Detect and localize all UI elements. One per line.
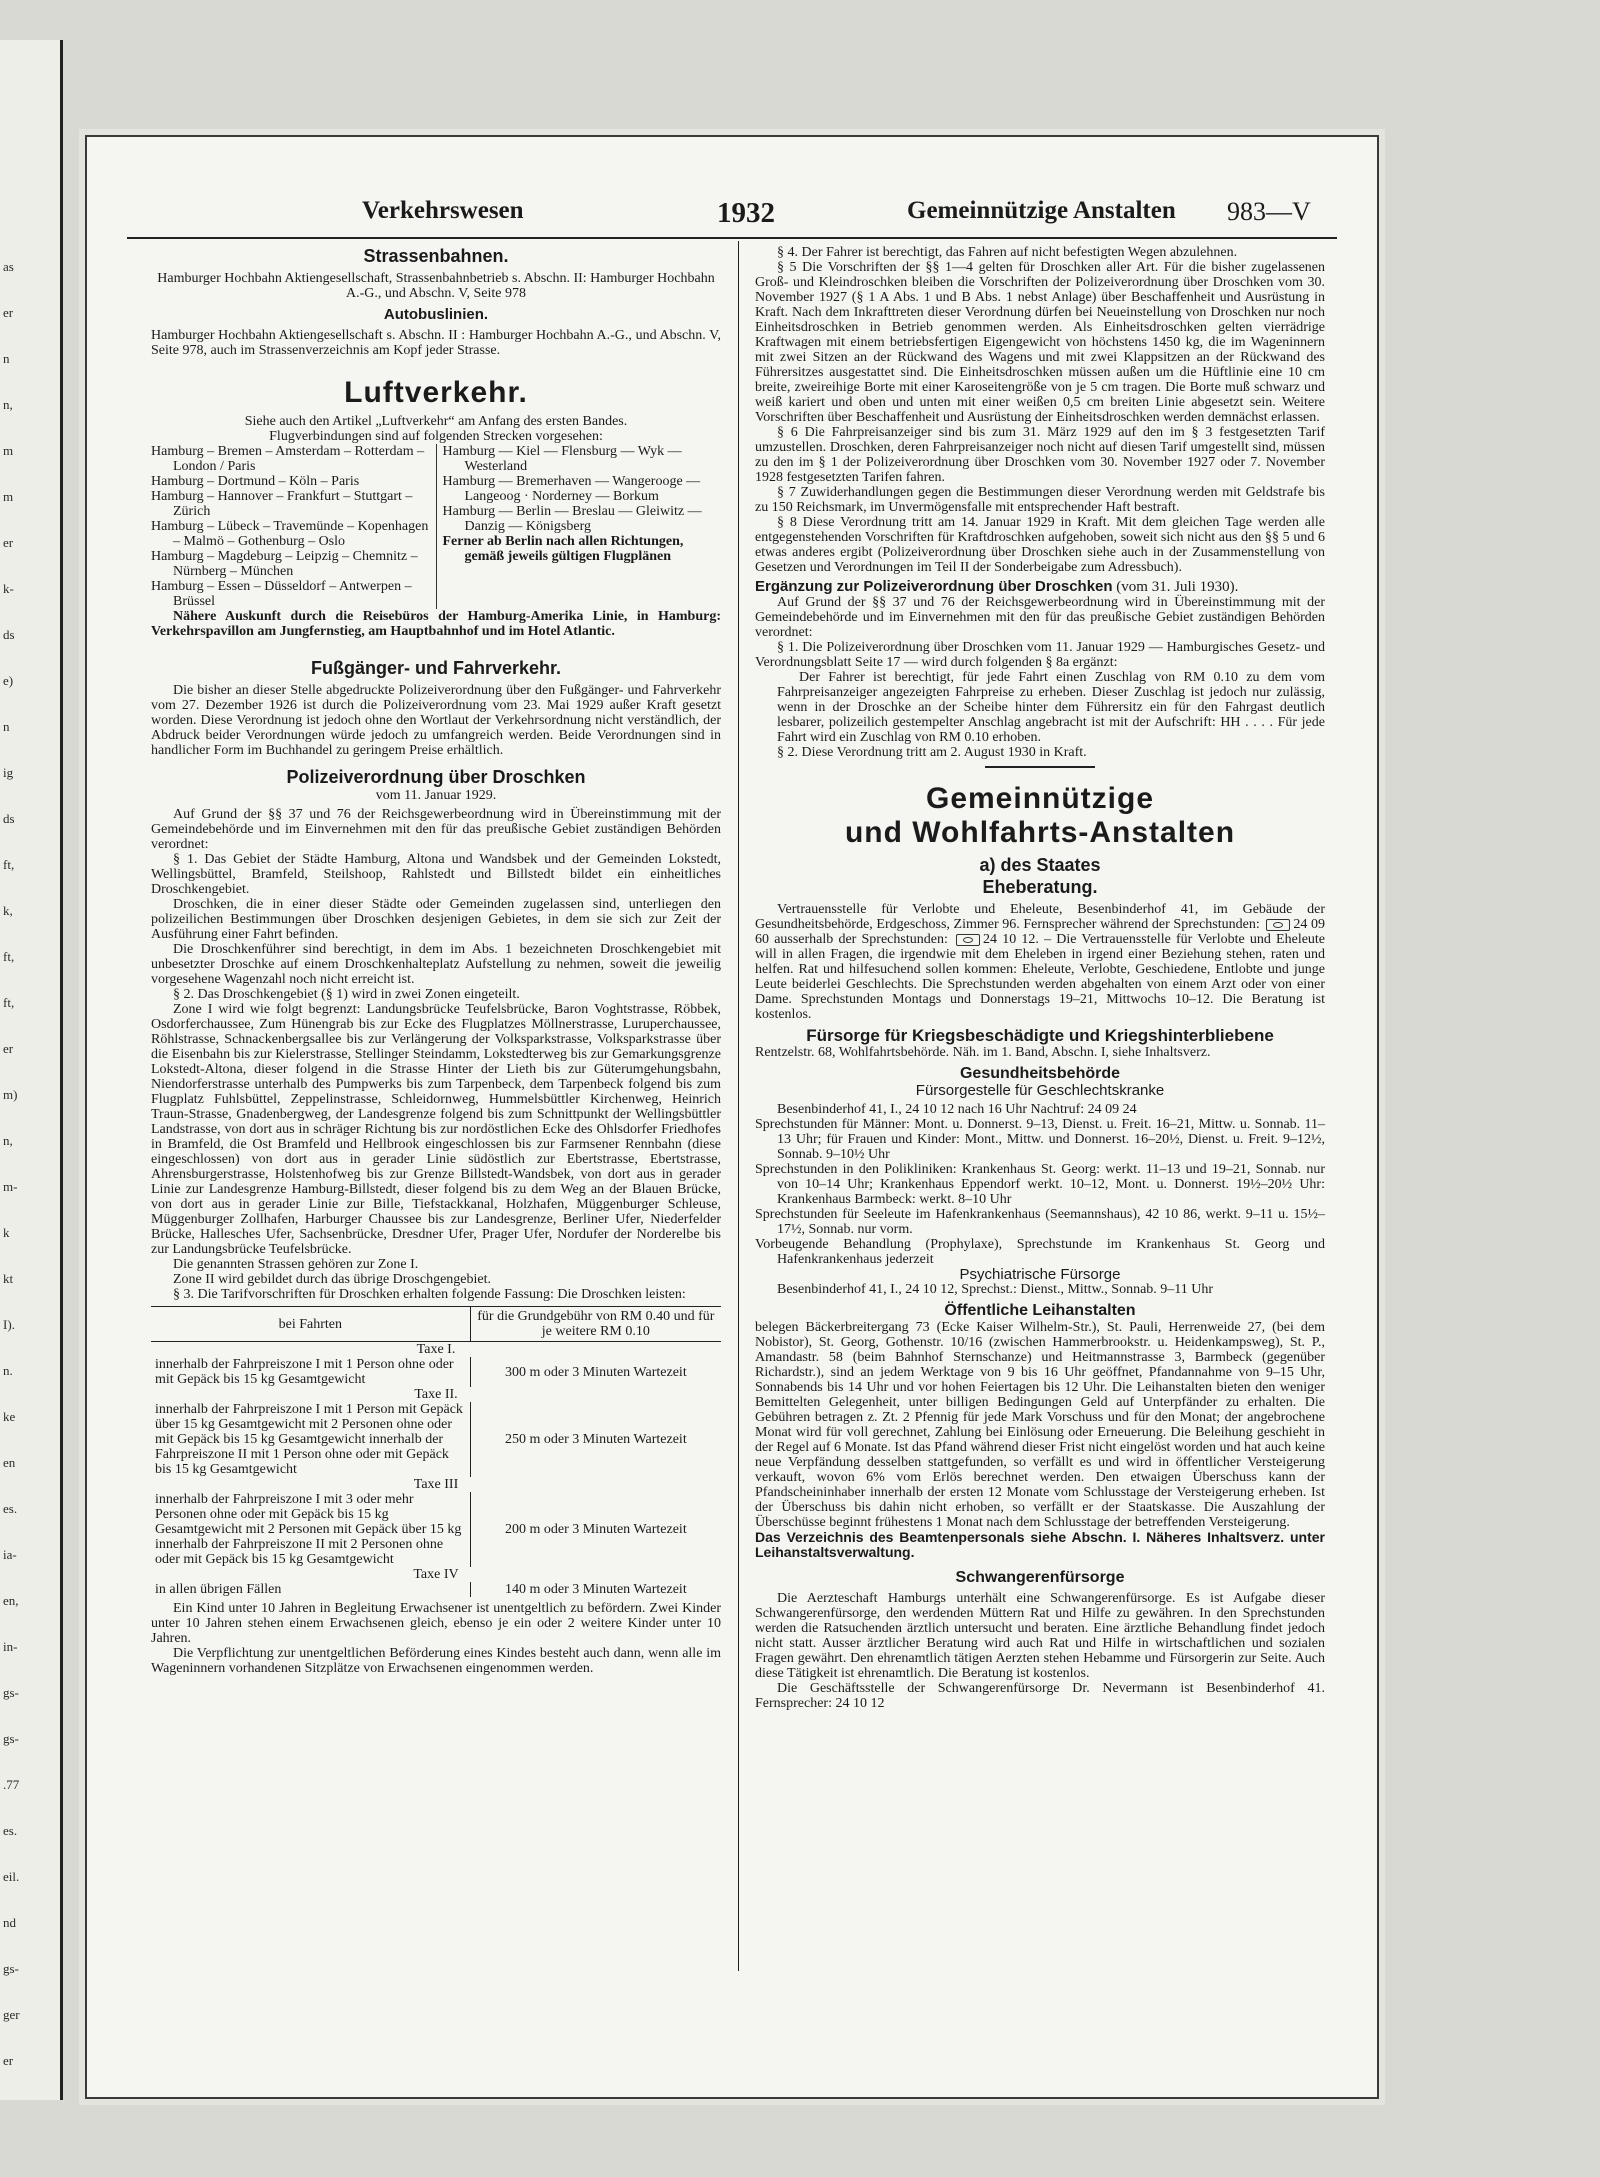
gemeinnuetzige-heading-2: und Wohlfahrts-Anstalten bbox=[844, 816, 1236, 849]
margin-fragment: k bbox=[3, 1225, 10, 1240]
paragraph-1: § 1. Das Gebiet der Städte Hamburg, Altona und Wandsbek und der Gemeinden Lokstedt, Wellingsbüttel, Bramfeld, Steilshoop, Rahlstedt und Billstedt bildet ein einheitliches Droschkengebiet. bbox=[151, 852, 721, 897]
paragraph-3: § 3. Die Tarifvorschriften für Droschken erhalten folgende Fassung: Die Droschken leisten: bbox=[173, 1287, 686, 1302]
autobus-text: Hamburger Hochbahn Aktiengesellschaft s. Abschn. II : Hamburger Hochbahn A.-G., und Abschn. V, Seite 978, auch im Strassenverzeichnis am Kopf jeder Strasse. bbox=[151, 328, 721, 358]
tariff-row-condition: innerhalb der Fahrpreiszone I mit 3 oder mehr Personen ohne oder mit Gepäck bis 15 kg Gesamtgewicht mit 2 Personen mit Gepäck über 15 kg innerhalb der Fahrpreiszone II mit 2 Personen ohne oder mit Gepäck bis 15 kg Gesamtgewicht bbox=[151, 1492, 470, 1567]
fussgaenger-text: Die bisher an dieser Stelle abgedruckte Polizeiverordnung über den Fußgänger- und Fahrverkehr vom 27. Dezember 1926 ist durch die Polizeiverordnung vom 23. Mai 1929 außer Kraft gesetzt worden. Diese Verordnung ist jedoch ohne den Wortlaut der Verkehrsordnung nicht verständlich, der Abdruck beider Verordnungen würde jedoch zu umfangreich werden. Beide Verordnungen sind in handlicher Form im Buchhandel zu geringem Preise erhältlich. bbox=[151, 683, 721, 758]
margin-fragment: ft, bbox=[3, 857, 15, 872]
tariff-header-gebuehr: für die Grundgebühr von RM 0.40 und für je weitere RM 0.10 bbox=[470, 1307, 721, 1342]
section-rule bbox=[985, 766, 1095, 768]
paragraph-1c: Die Droschkenführer sind berechtigt, in dem im Abs. 1 bezeichneten Droschkengebiet mit unbesetzter Droschke auf einem Droschkenhalteplatz Aufstellung zu nehmen, soweit die jeweilig vorgesehene Wagenzahl noch nicht erreicht ist. bbox=[151, 942, 721, 987]
ergaenzung-paragraph-2: § 2. Diese Verordnung tritt am 2. August 1930 in Kraft. bbox=[777, 745, 1087, 760]
tariff-table bbox=[151, 1306, 721, 1597]
margin-fragment: .77 bbox=[3, 1777, 20, 1792]
margin-fragment: ia- bbox=[3, 1547, 17, 1562]
margin-fragment: er bbox=[3, 2053, 14, 2068]
margin-fragment: gs- bbox=[3, 1731, 19, 1746]
taxe-label: Taxe IV bbox=[413, 1567, 459, 1582]
tariff-row-condition: innerhalb der Fahrpreiszone I mit 1 Person ohne oder mit Gepäck bis 15 kg Gesamtgewicht bbox=[151, 1357, 470, 1387]
margin-fragment: k, bbox=[3, 903, 13, 918]
taxe-label: Taxe I. bbox=[416, 1342, 456, 1357]
flight-routes-right bbox=[437, 444, 722, 609]
route-item: Hamburg – Bremen – Amsterdam – Rotterdam – London / Paris bbox=[151, 444, 425, 474]
telephone-icon bbox=[1266, 919, 1290, 931]
paragraph-2-zone-2: Zone II wird gebildet durch das übrige Droschgengebiet. bbox=[173, 1272, 492, 1287]
eheberatung-text-3: – Die Vertrauensstelle für Verlobte und Eheleute will in allen Fragen, die irgendwie mit dem Eheleben in irgend einer Beziehung stehen, raten und helfen. Rat und hilfesuchend sollen kommen: Eheleute, Verlobte, Geschiedene, Entlobte und junge Leute beiderlei Geschlechts. Die Sprechstunden werden abgehalten von einem Arzt oder von einer Dame. Sprechstunden Montags und Donnerstags 19–21, Mittwochs 10–12. Die Beratung ist kostenlos. bbox=[755, 932, 1326, 1022]
route-item: Hamburg – Lübeck – Travemünde – Kopenhagen – Malmö – Gothenburg – Oslo bbox=[151, 519, 429, 549]
schwangerenfuersorge-heading: Schwangerenfürsorge bbox=[955, 1569, 1125, 1586]
eheberatung-phone-1: 24 09 60 bbox=[755, 917, 1326, 947]
tariff-row-value: 300 m oder 3 Minuten Wartezeit bbox=[504, 1364, 687, 1380]
running-header bbox=[87, 197, 1377, 231]
margin-fragment: gs- bbox=[3, 1685, 19, 1700]
margin-fragment: er bbox=[3, 535, 14, 550]
telephone-icon bbox=[956, 934, 980, 946]
margin-fragment: ft, bbox=[3, 949, 15, 964]
geschlechtskranke-address: Besenbinderhof 41, I., 24 10 12 nach 16 Uhr Nachtruf: 24 09 24 bbox=[777, 1102, 1137, 1117]
route-item: Hamburg — Bremerhaven — Wangerooge — Langeoog · Norderney — Borkum bbox=[442, 474, 701, 504]
route-item: Hamburg – Essen – Düsseldorf – Antwerpen – Brüssel bbox=[151, 579, 412, 609]
luftverkehr-heading: Luftverkehr. bbox=[344, 376, 528, 409]
luftverkehr-intro-2: Flugverbindungen sind auf folgenden Strecken vorgesehen: bbox=[269, 429, 603, 444]
margin-fragment: as bbox=[3, 259, 14, 274]
ergaenzung-paragraph-1b: Der Fahrer ist berechtigt, für jede Fahrt einen Zuschlag von RM 0.10 zu dem vom Fahrpreisanzeiger angezeigten Fahrpreise zu erheben. Dieser Zuschlag ist jedoch nur zulässig, wenn in der Droschke an der Scheibe hinter dem Führersitz ein für den Fahrgast deutlich lesbarer, polizeilich gestempelter Anschlag angebracht ist mit der Aufschrift: HH . . . . Für jede Fahrt wird ein Zuschlag von RM 0.10 erhoben. bbox=[777, 670, 1325, 745]
margin-fragment: en, bbox=[3, 1593, 19, 1608]
fussgaenger-heading: Fußgänger- und Fahrverkehr. bbox=[310, 658, 562, 678]
margin-fragment: gs- bbox=[3, 1961, 19, 1976]
margin-fragment: er bbox=[3, 305, 14, 320]
strassenbahnen-text: Hamburger Hochbahn Aktiengesellschaft, Strassenbahnbetrieb s. Abschn. II: Hamburger Hochbahn A.-G., und Abschn. V, Seite 978 bbox=[157, 271, 715, 301]
kriegsbeschaedigte-heading: Fürsorge für Kriegsbeschädigte und Kriegshinterbliebene bbox=[806, 1026, 1274, 1045]
polizeiverordnung-heading: Polizeiverordnung über Droschken bbox=[286, 767, 586, 787]
left-column bbox=[151, 245, 721, 1676]
ergaenzung-paragraph-1: § 1. Die Polizeiverordnung über Droschken vom 11. Januar 1929 — Hamburgisches Gesetz- und Verordnungsblatt Seite 17 — wird durch folgenden § 8a ergänzt: bbox=[755, 640, 1325, 670]
paragraph-5: § 5 Die Vorschriften der §§ 1—4 gelten für Droschken aller Art. Für die bisher zugelassenen Groß- und Kleindroschken bleiben die Vorschriften der Polizeiverordnung über Droschken vom 30. November 1927 (§ 1 A Abs. 1 und B Abs. 1 nebst Anlage) über Beschaffenheit und Ausrüstung in Kraft. Nach dem Inkrafttreten dieser Verordnung dürfen bei Neueinstellung von Droschken nur noch Einheitsdroschken in Betrieb genommen werden. Als Einheitsdroschken gelten vierrädrige Kraftwagen mit einem betriebsfertigen Eigengewicht von höchstens 1450 kg, die im Wageninnern mit zwei Sitzen an der Rückwand des Wagens und mit zwei Klappsitzen an der Rückwand des Führersitzes ausgestattet sind. Die Einheitsdroschken müssen außen um die Hüftlinie eine 10 cm breite, zweireihige Borte mit einer Karoseitengröße von je 5 cm tragen. Die Borte muß schwarz und weiß kariert und oben und unten mit einer weißen 0,5 cm breiten Linie abgesetzt sein. Weitere Vorschriften über Beschaffenheit und Ausrüstung der Einheitsdroschken werden demnächst erlassen. bbox=[755, 260, 1325, 425]
margin-fragment: ig bbox=[3, 765, 14, 780]
margin-fragment: k- bbox=[3, 581, 14, 596]
gesundheitsbehoerde-heading: Gesundheitsbehörde bbox=[959, 1065, 1121, 1082]
margin-fragment: m- bbox=[3, 1179, 18, 1194]
tariff-row-value: 140 m oder 3 Minuten Wartezeit bbox=[504, 1582, 687, 1597]
luftverkehr-intro-1: Siehe auch den Artikel „Luftverkehr“ am Anfang des ersten Bandes. bbox=[244, 414, 628, 429]
margin-fragment: n, bbox=[3, 397, 13, 412]
margin-fragment: m bbox=[3, 443, 14, 458]
header-year: 1932 bbox=[717, 197, 775, 229]
tariff-row-condition: innerhalb der Fahrpreiszone I mit 1 Person mit Gepäck über 15 kg Gesamtgewicht mit 2 Personen ohne oder mit Gepäck bis 15 kg Gesamtgewicht innerhalb der Fahrpreiszone II mit 1 Person ohne oder mit Gepäck bis 15 kg Gesamtgewicht bbox=[151, 1402, 470, 1477]
tariff-row-value: 200 m oder 3 Minuten Wartezeit bbox=[504, 1522, 687, 1537]
geschlechtskranke-heading: Fürsorgestelle für Geschlechtskranke bbox=[915, 1082, 1165, 1099]
margin-fragment: n, bbox=[3, 1133, 13, 1148]
route-item: Hamburg – Dortmund – Köln – Paris bbox=[151, 474, 360, 489]
eheberatung-heading: Eheberatung. bbox=[982, 877, 1098, 897]
paragraph-8: § 8 Diese Verordnung tritt am 14. Januar 1929 in Kraft. Mit dem gleichen Tage werden alle entgegenstehenden Vorschriften für Kraftdroschken aufgehoben, soweit sich nicht aus den §§ 5 und 6 etwas anderes ergibt (Polizeiverordnung über Droschken siehe auch in der Zusammenstellung von Gesetzen und Verordnungen im Teil II der Sonderbeigabe zum Adressbuch). bbox=[755, 515, 1325, 575]
paragraph-2-zone-1: Zone I wird wie folgt begrenzt: Landungsbrücke Teufelsbrücke, Baron Voghtstrasse, Röbbek, Osdorferchaussee, Zum Hünengrab bis zur Ecke des Flugplatzes Möllnerstrasse, Luruperchaussee, Röhlstrasse, Schnackenbergsallee bis zur Verlängerung der Volksparkstrasse, Volksparkstrasse über die Eisenbahn bis zur Kielerstrasse, Stellinger Steindamm, Lokstedterweg bis zur Gemarkungsgrenze Lokstedt-Altona, dieser folgend in die Strasse Hinter der Lieth bis zur Güterumgehungsbahn, Niendorferstrasse unterhalb des Pumpwerks bis zum Tarpenbeck, dem Tarpenbeck folgend bis zum Flugplatz Fuhlsbüttel, Zeppelinstrasse, Schleidornweg, Hummelsbüttler Kirchenweg, Heinrich Traun-Strasse, Gnadenbergweg, der Landesgrenze folgend bis zum Schnittpunkt der Wellingsbüttler Landstrasse, von dort aus in schräger Richtung bis zur nordöstlichen Ecke des Ohlsdorfer Friedhofes in Bramfeld, die Ost Bramfeld und Hellbrook eingeschlossen bis zur Farmsener Rennbahn (diese eingeschlossen) von dort aus in gerader Linie südöstlich zur Ebertstrasse, Ebertstrasse, Ahrensburgerstrasse, Holstenhofweg bis zur Grenze Billstedt-Wandsbek, von dort aus in gerader Linie zur Landesgrenze Hamburg-Billstedt, dieser folgend bis zu dem Weg an der Blauen Brücke, von dort aus in gerader Linie zur Bille, Tiefstackkanal, Holzhafen, Müggenburger Schleuse, Müggenburger Zollhafen, Harburger Chaussee bis zur Landesgrenze, Berliner Ufer, Niederfelder Brücke, Hallesches Ufer, Sachsenbrücke, Dresdner Ufer, Prager Ufer, Nordufer der Norderelbe bis zur Landungsbrücke Teufelsbrücke. bbox=[151, 1002, 721, 1257]
margin-fragment: e) bbox=[3, 673, 14, 688]
paragraph-2-zone-1b: Die genannten Strassen gehören zur Zone I. bbox=[173, 1257, 419, 1272]
luftverkehr-auskunft: Nähere Auskunft durch die Reisebüros der Hamburg-Amerika Linie, in Hamburg: Verkehrspavillon am Jungfernstieg, am Hauptbahnhof und im Hotel Atlantic. bbox=[151, 609, 721, 639]
paragraph-3-kind: Ein Kind unter 10 Jahren in Begleitung Erwachsener ist unentgeltlich zu befördern. Zwei Kinder unter 10 Jahren stehen einem Erwachsenen gleich, ebenso je ein oder 2 weitere Kinder unter 10 Jahren. bbox=[151, 1601, 721, 1646]
margin-fragment: er bbox=[3, 1041, 14, 1056]
taxe-label: Taxe III bbox=[413, 1477, 459, 1492]
margin-fragment: m) bbox=[3, 1087, 18, 1102]
leihanstalten-text: belegen Bäckerbreitergang 73 (Ecke Kaiser Wilhelm-Str.), St. Pauli, Herrenweide 27, (bei dem Nobistor), St. Georg, Gothenstr. 10/16 (zwischen Hammerbrookstr. u. Heidenkampsweg), St. P., Amandastr. 58 (beim Bahnhof Sternschanze) und Heitmannstrasse 3, Barmbeck (gegenüber Richardstr.), sind an jedem Werktage von 9 bis 16 Uhr geöffnet, Pfandannahme von 9–15 Uhr, Sonnabends bis 14 Uhr und vor hohen Feiertagen bis 12 Uhr. Die Leihanstalten bieten den weniger Bemittelten Gelegenheit, unter billigen Bedingungen Geld auf Unterpfänder zu erhalten. Die Gebühren betragen z. Zt. 2 Pfennig für jede Mark Vorschuss und für den Monat; der angebrochene Monat wird für voll gerechnet, Zahlung bei Einlösung oder Erneuerung. Die Beleihung geschieht in der Regel auf 6 Monate. Ist das Pfand während dieser Frist nicht eingelöst worden und hat auch keine neue Verpfändung desselben stattgefunden, so verfällt es und wird in öffentlicher Versteigerung verkauft, wovon 6% vom Erlös berechnet werden. Den etwaigen Überschuss kann der Pfandscheininhaber innerhalb der ersten 12 Monate vom Schlusstage der Versteigerung erheben. Ist der Überschuss bis dahin nicht erhoben, so verfällt er der Staatskasse. Die Auszahlung der Überschüsse beginnt frühestens 1 Monat nach dem Schlusstage der betreffenden Versteigerung. bbox=[755, 1320, 1325, 1530]
eheberatung-text bbox=[755, 902, 1325, 1022]
geschlechtskranke-seeleute: Sprechstunden für Seeleute im Hafenkrankenhaus (Seemannshaus), 42 10 86, werkt. 9–11 u. 15½–17½, Sonnab. nur vorm. bbox=[755, 1207, 1325, 1237]
margin-fragment: ger bbox=[3, 2007, 20, 2022]
route-item: Hamburg — Kiel — Flensburg — Wyk — Westerland bbox=[442, 444, 682, 474]
route-item: Hamburg – Hannover – Frankfurt – Stuttgart – Zürich bbox=[151, 489, 413, 519]
paragraph-6: § 6 Die Fahrpreisanzeiger sind bis zum 31. März 1929 auf den im § 3 festgesetzten Tarif umzustellen. Droschken, deren Fahrpreisanzeiger noch nicht auf diesen Tarif umgestellt sind, müssen zu den im § 1 der Polizeiverordnung über Droschken vom 30. November 1927 oder 7. November 1928 festgesetzten Tarifen fahren. bbox=[755, 425, 1325, 485]
paragraph-3-verpflichtung: Die Verpflichtung zur unentgeltlichen Beförderung eines Kindes besteht auch dann, wenn alle im Wageninnern vorhandenen Sitzplätze von Erwachsenen eingenommen werden. bbox=[151, 1646, 721, 1676]
taxe-label: Taxe II. bbox=[414, 1387, 458, 1402]
tariff-row-value: 250 m oder 3 Minuten Wartezeit bbox=[504, 1432, 687, 1447]
ergaenzung-heading bbox=[755, 579, 1325, 595]
staat-heading: a) des Staates bbox=[979, 855, 1101, 875]
margin-fragment: es. bbox=[3, 1823, 18, 1838]
geschlechtskranke-prophylaxe: Vorbeugende Behandlung (Prophylaxe), Sprechstunde im Krankenhaus St. Georg und Hafenkrankenhaus jederzeit bbox=[755, 1237, 1325, 1267]
adjacent-page-strip bbox=[0, 40, 63, 2100]
schwangerenfuersorge-text-2: Die Geschäftsstelle der Schwangerenfürsorge Dr. Nevermann ist Besenbinderhof 41. Fernsprecher: 24 10 12 bbox=[755, 1681, 1325, 1711]
margin-fragment: kt bbox=[3, 1271, 14, 1286]
autobus-heading: Autobuslinien. bbox=[383, 306, 489, 323]
leihanstalten-heading: Öffentliche Leihanstalten bbox=[944, 1302, 1136, 1319]
margin-fragment: n. bbox=[3, 1363, 13, 1378]
margin-fragment: ds bbox=[3, 627, 15, 642]
polizeiverordnung-intro: Auf Grund der §§ 37 und 76 der Reichsgewerbeordnung wird in Übereinstimmung mit der Gemeindebehörde und im Einvernehmen mit den für das preußische Gebiet zuständigen Behörden verordnet: bbox=[151, 807, 721, 852]
polizeiverordnung-date: vom 11. Januar 1929. bbox=[375, 788, 497, 803]
route-item: Ferner ab Berlin nach allen Richtungen, gemäß jeweils gültigen Flugplänen bbox=[442, 534, 684, 564]
route-item: Hamburg – Magdeburg – Leipzig – Chemnitz – Nürnberg – München bbox=[151, 549, 418, 579]
ergaenzung-intro: Auf Grund der §§ 37 und 76 der Reichsgewerbeordnung wird in Übereinstimmung mit der Gemeindebehörde und im Einvernehmen mit den für das preußische Gebiet zuständigen Behörden verordnet: bbox=[755, 595, 1325, 640]
margin-fragment: in- bbox=[3, 1639, 18, 1654]
strassenbahnen-heading: Strassenbahnen. bbox=[363, 246, 509, 266]
document-page bbox=[85, 135, 1379, 2099]
margin-fragment: ds bbox=[3, 811, 15, 826]
margin-fragment: es. bbox=[3, 1501, 18, 1516]
margin-fragment: m bbox=[3, 489, 14, 504]
paragraph-2: § 2. Das Droschkengebiet (§ 1) wird in zwei Zonen eingeteilt. bbox=[173, 987, 520, 1002]
eheberatung-phone-2: 24 10 12. bbox=[983, 932, 1039, 947]
paragraph-1b: Droschken, die in einer dieser Städte oder Gemeinden zugelassen sind, unterliegen den polizeilichen Bestimmungen über Droschken desjenigen Gebietes, in dem sie sich zur Zeit der Ausführung einer Fahrt befinden. bbox=[151, 897, 721, 942]
right-column bbox=[755, 245, 1325, 1711]
ergaenzung-title: Ergänzung zur Polizeiverordnung über Droschken bbox=[755, 578, 1113, 595]
geschlechtskranke-polikliniken: Sprechstunden in den Polikliniken: Krankenhaus St. Georg: werkt. 11–13 und 19–21, Sonnab. nur von 10–14 Uhr; Krankenhaus Eppendorf werkt. 10–12, Mont. u. Donnerst. 19½–20½ Uhr: Krankenhaus Barmbeck: werkt. 8–10 Uhr bbox=[755, 1162, 1325, 1207]
tariff-header-fahrten: bei Fahrten bbox=[151, 1307, 470, 1342]
eheberatung-text-1: Vertrauensstelle für Verlobte und Eheleute, Besenbinderhof 41, im Gebäude der Gesundheitsbehörde, Erdgeschoss, Zimmer 96. Fernsprecher während der Sprechstunden: bbox=[755, 902, 1325, 932]
margin-fragment: ft, bbox=[3, 995, 15, 1010]
leihanstalten-verzeichnis: Das Verzeichnis des Beamtenpersonals siehe Abschn. I. Näheres Inhaltsverz. unter Leihanstaltsverwaltung. bbox=[755, 1529, 1325, 1560]
gemeinnuetzige-heading-1: Gemeinnützige bbox=[925, 782, 1155, 815]
tariff-row-condition: in allen übrigen Fällen bbox=[151, 1582, 470, 1597]
paragraph-7: § 7 Zuwiderhandlungen gegen die Bestimmungen dieser Verordnung werden mit Geldstrafe bis zu 150 Reichsmark, im Unvermögensfalle mit entsprechender Haft bestraft. bbox=[755, 485, 1325, 515]
margin-fragment: eil. bbox=[3, 1869, 20, 1884]
header-left: Verkehrswesen bbox=[362, 197, 524, 224]
header-rule bbox=[127, 237, 1337, 239]
margin-fragment: n bbox=[3, 719, 10, 734]
geschlechtskranke-hours: Sprechstunden für Männer: Mont. u. Donnerst. 9–13, Dienst. u. Freit. 16–21, Mittw. u. Sonnab. 11–13 Uhr; für Frauen und Kinder: Mont., Mittw. und Donnerst. 16–20½, Dienst. u. Freit. 9–12½, Sonnab. 9–10½ Uhr bbox=[755, 1117, 1325, 1162]
ergaenzung-date: (vom 31. Juli 1930). bbox=[1116, 579, 1239, 595]
margin-fragment: n bbox=[3, 351, 10, 366]
flight-routes bbox=[151, 444, 721, 609]
margin-fragment: I). bbox=[3, 1317, 15, 1332]
column-divider bbox=[738, 241, 739, 1971]
schwangerenfuersorge-text-1: Die Aerzteschaft Hamburgs unterhält eine Schwangerenfürsorge. Es ist Aufgabe dieser Schwangerenfürsorge, den werdenden Müttern Rat und Hilfe zu gewähren. In den Sprechstunden werden die Ratsuchenden ärztlich untersucht und beraten. Eine ärztliche Behandlung findet jedoch nicht statt. Ausser ärztlicher Beratung wird auch Rat und Hilfe in wirtschaftlichen und sozialen Fragen gewährt. Den ehrenamtlich tätigen Aerzten stehen Hebamme und Fürsorgerin zur Seite. Auch diese Tätigkeit ist ehrenamtlich. Die Beratung ist kostenlos. bbox=[755, 1591, 1325, 1681]
kriegsbeschaedigte-text: Rentzelstr. 68, Wohlfahrtsbehörde. Näh. im 1. Band, Abschn. I, siehe Inhaltsverz. bbox=[755, 1045, 1211, 1060]
header-right: Gemeinnützige Anstalten bbox=[907, 197, 1176, 224]
header-page-number: 983—V bbox=[1227, 197, 1311, 226]
route-item: Hamburg — Berlin — Breslau — Gleiwitz — Danzig — Königsberg bbox=[442, 504, 702, 534]
psychiatrische-heading: Psychiatrische Fürsorge bbox=[959, 1266, 1121, 1283]
margin-fragment: ke bbox=[3, 1409, 16, 1424]
flight-routes-left bbox=[151, 444, 437, 609]
paragraph-4: § 4. Der Fahrer ist berechtigt, das Fahren auf nicht befestigten Wegen abzulehnen. bbox=[777, 245, 1238, 260]
psychiatrische-text: Besenbinderhof 41, I., 24 10 12, Sprechst.: Dienst., Mittw., Sonnab. 9–11 Uhr bbox=[777, 1282, 1214, 1297]
margin-fragment: nd bbox=[3, 1915, 16, 1930]
margin-fragment: en bbox=[3, 1455, 16, 1470]
eheberatung-text-2: ausserhalb der Sprechstunden: bbox=[774, 932, 948, 947]
